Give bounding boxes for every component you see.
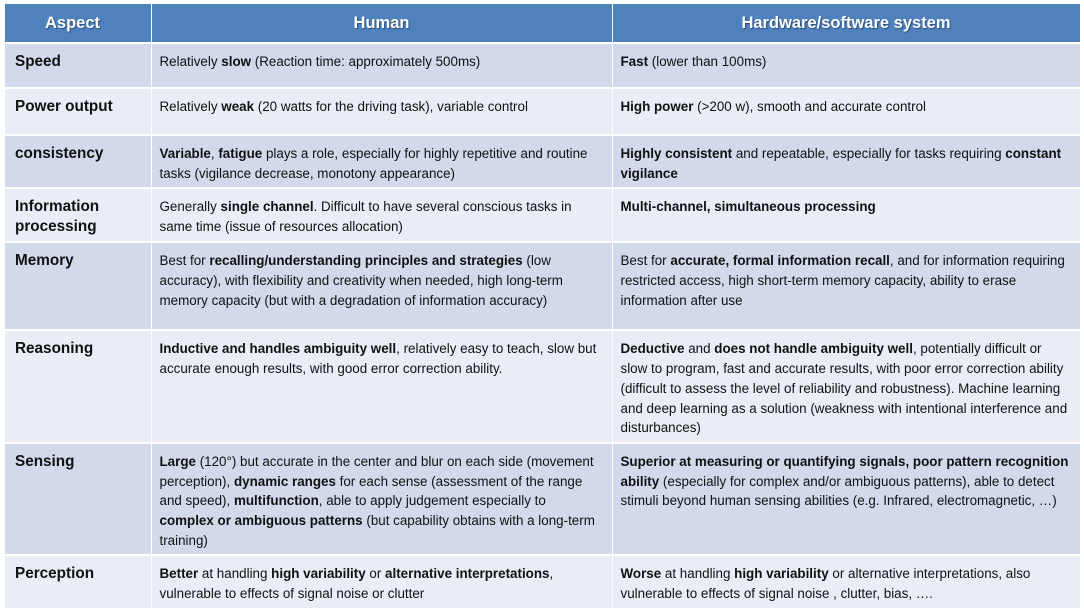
text-run: , and for information requiring restricted access, high short-term memory capacity, ability to erase information after use (620, 253, 1065, 308)
aspect-cell: Perception (5, 555, 151, 608)
text-run: (Reaction time: approximately 500ms) (251, 54, 481, 69)
table-row (5, 242, 1080, 330)
bold-text-run: multifunction (233, 493, 319, 509)
bold-text-run: recalling/understanding principles and strategies (209, 253, 523, 269)
text-run: (>200 w), smooth and accurate control (693, 99, 927, 114)
text-run: (especially for complex and/or ambiguous patterns), able to detect stimuli beyond human sensing abilities (e.g. Infrared, electromagnetic, …) (620, 473, 1057, 509)
text-run: and (684, 341, 715, 357)
text-run: , (210, 146, 219, 161)
bold-text-run: high variability (734, 566, 829, 582)
header-machine: Hardware/software system (612, 4, 1080, 43)
text-run: Generally (159, 199, 221, 215)
bold-text-run: Better (159, 566, 199, 582)
table-row (5, 43, 1080, 88)
bold-text-run: fatigue (218, 146, 263, 161)
bold-text-run: slow (221, 54, 252, 69)
bold-text-run: dynamic ranges (233, 473, 336, 489)
bold-text-run: Variable (159, 146, 211, 161)
text-run: . Difficult to have several conscious tasks in same time (issue of resources allocation) (159, 199, 572, 235)
bold-text-run: Superior at measuring or quantifying signals, poor pattern recognition ability (620, 453, 1069, 489)
human-cell (151, 135, 612, 188)
bold-text-run: Deductive (620, 341, 685, 357)
comparison-table (5, 4, 1081, 610)
bold-text-run: constant vigilance (620, 146, 1062, 181)
text-run: , potentially difficult or slow to program, fast and accurate results, with poor error correction ability (difficult to assess the level of reliability and robustness). Machine learning and deep learning as a solution (weakness with intentional interference and disturbances) (620, 341, 1068, 436)
machine-cell (612, 555, 1080, 608)
text-run: Best for (620, 253, 671, 269)
bold-text-run: Large (159, 453, 196, 469)
bold-text-run: Multi-channel, simultaneous processing (620, 199, 876, 215)
aspect-cell: Power output (5, 88, 151, 135)
bold-text-run: weak (221, 99, 255, 114)
table-row (5, 188, 1080, 242)
aspect-cell: consistency (5, 135, 151, 188)
text-run: or alternative interpretations, also vulnerable to effects of signal noise , clutter, bias, …. (620, 566, 1031, 602)
header-aspect: Aspect (5, 4, 151, 43)
text-run: Best for (159, 253, 210, 269)
header-human: Human (151, 4, 612, 43)
machine-cell (612, 188, 1080, 242)
bold-text-run: Highly consistent (620, 146, 733, 161)
human-cell (151, 443, 612, 556)
machine-cell (612, 443, 1080, 556)
bold-text-run: High power (620, 99, 694, 114)
aspect-cell: Sensing (5, 443, 151, 556)
text-run: Relatively (159, 54, 222, 69)
human-cell (151, 242, 612, 330)
human-cell (151, 330, 612, 443)
bold-text-run: alternative interpretations (385, 566, 550, 582)
text-run: Relatively (159, 99, 222, 114)
human-cell (151, 43, 612, 88)
text-run: , vulnerable to effects of signal noise or clutter (159, 566, 554, 602)
text-run: plays a role, especially for highly repetitive and routine tasks (vigilance decrease, monotony appearance) (159, 146, 588, 181)
bold-text-run: complex or ambiguous patterns (159, 513, 363, 529)
bold-text-run: high variability (271, 566, 366, 582)
bold-text-run: single channel (220, 199, 314, 215)
aspect-cell: Information processing (5, 188, 151, 242)
table-row (5, 555, 1080, 608)
human-cell (151, 188, 612, 242)
aspect-cell: Reasoning (5, 330, 151, 443)
text-run: , relatively easy to teach, slow but accurate enough results, with good error correction ability. (159, 341, 597, 377)
machine-cell (612, 43, 1080, 88)
aspect-cell: Memory (5, 242, 151, 330)
header-row (5, 4, 1080, 43)
table-row (5, 443, 1080, 556)
human-cell (151, 555, 612, 608)
bold-text-run: Inductive and handles ambiguity well (159, 341, 397, 357)
machine-cell (612, 135, 1080, 188)
table-row (5, 330, 1080, 443)
table-row (5, 135, 1080, 188)
machine-cell (612, 242, 1080, 330)
aspect-cell: Speed (5, 43, 151, 88)
text-run: (lower than 100ms) (648, 54, 767, 69)
text-run: (20 watts for the driving task), variable control (254, 99, 528, 114)
bold-text-run: Worse (620, 566, 662, 582)
text-run: (120°) but accurate in the center and blur on each side (movement perception), (159, 453, 594, 489)
text-run: (low accuracy), with flexibility and creativity when needed, high long-term memory capacity (but with a degradation of information accuracy) (159, 253, 563, 308)
text-run: at handling (198, 566, 272, 582)
text-run: (but capability obtains with a long-term training) (159, 513, 595, 548)
machine-cell (612, 88, 1080, 135)
table-row (5, 88, 1080, 135)
bold-text-run: accurate, formal information recall (670, 253, 890, 269)
machine-cell (612, 330, 1080, 443)
text-run: , able to apply judgement especially to (318, 493, 546, 509)
bold-text-run: Fast (620, 54, 649, 69)
human-cell (151, 88, 612, 135)
text-run: at handling (661, 566, 735, 582)
text-run: and repeatable, especially for tasks requiring (732, 146, 1006, 161)
bold-text-run: does not handle ambiguity well (714, 341, 913, 357)
text-run: or (365, 566, 386, 582)
text-run: for each sense (assessment of the range and speed), (159, 473, 583, 509)
